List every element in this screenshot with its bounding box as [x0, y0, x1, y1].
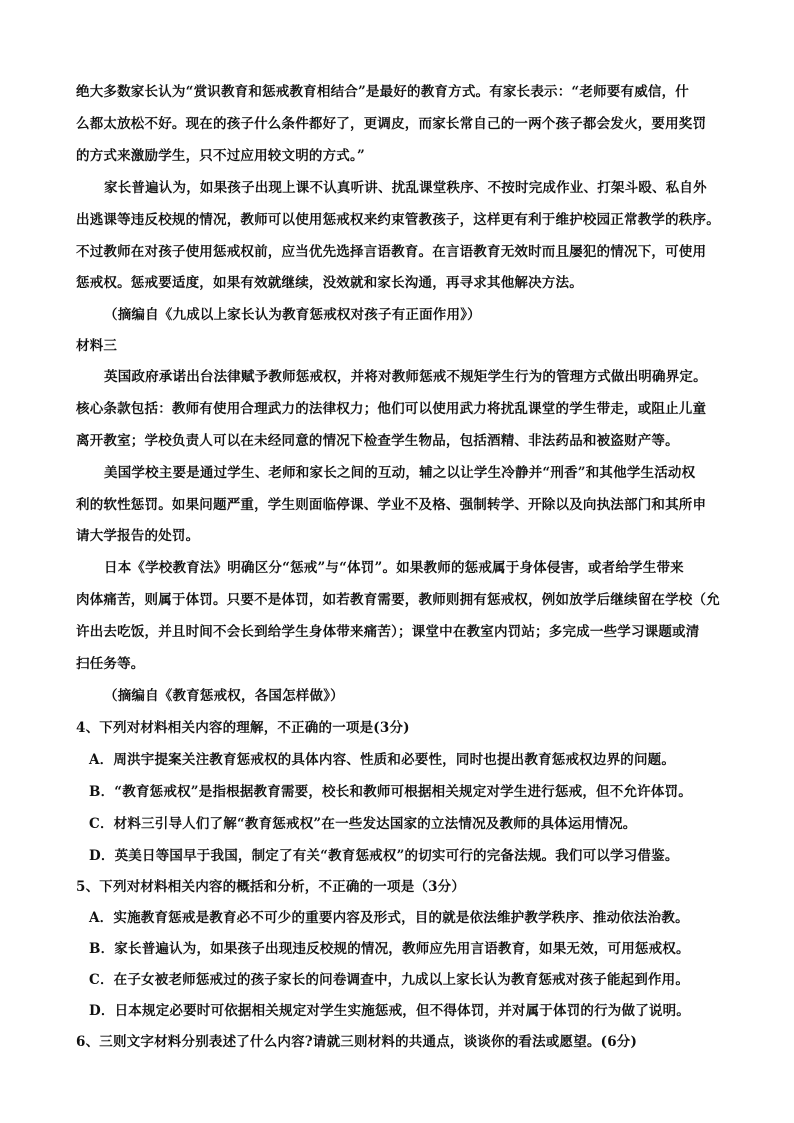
answer-option: B．“教育惩戒权”是指根据教育需要，校长和教师可根据相关规定对学生进行惩戒，但不允许体罚。 [89, 784, 692, 800]
paragraph-line: 的方式来激励学生，只不过应用较文明的方式。” [76, 148, 365, 164]
question-stem: 5、下列对材料相关内容的概括和分析，不正确的一项是（3分） [76, 879, 466, 895]
paragraph-line: 美国学校主要是通过学生、老师和家长之间的互动，辅之以让学生冷静并“刑香”和其他学生活动权 [104, 465, 696, 481]
answer-option: D．日本规定必要时可依据相关规定对学生实施惩戒，但不得体罚，并对属于体罚的行为做了说明。 [89, 1003, 691, 1019]
paragraph-line: 核心条款包括：教师有使用合理武力的法律权力；他们可以使用武力将扰乱课堂的学生带走，或阻止儿童 [76, 401, 707, 417]
paragraph-line: 请大学报告的处罚。 [76, 528, 200, 544]
paragraph-line: 扫任务等。 [76, 656, 145, 672]
answer-option: A．周洪宇提案关注教育惩戒权的具体内容、性质和必要性，同时也提出教育惩戒权边界的问题。 [89, 752, 676, 768]
question-stem: 6、三则文字材料分别表述了什么内容?请就三则材料的共通点，谈谈你的看法或愿望。(6分) [76, 1034, 638, 1050]
answer-option: B．家长普遍认为，如果孩子出现违反校规的情况，教师应先用言语教育，如果无效，可用惩戒权。 [89, 941, 690, 957]
paragraph-line: 么都太放松不好。现在的孩子什么条件都好了，更调皮，而家长常自己的一两个孩子都会发火，要用奖罚 [76, 116, 707, 132]
paragraph-line: 日本《学校教育法》明确区分“惩戒”与“体罚”。如果教师的惩戒属于身体侵害，或者给学生带来 [104, 560, 684, 576]
paragraph-line: 家长普遍认为，如果孩子出现上课不认真听讲、扰乱课堂秩序、不按时完成作业、打架斗殴、私自外 [104, 180, 707, 196]
paragraph-line: 许出去吃饭，并且时间不会长到给学生身体带来痛苦）；课堂中在教室内罚站；多完成一些学习课题或清 [76, 624, 700, 640]
answer-option: A．实施教育惩戒是教育必不可少的重要内容及形式，目的就是依法维护教学秩序、推动依法治教。 [89, 910, 689, 926]
answer-option: C．在子女被老师惩戒过的孩子家长的问卷调查中，九成以上家长认为教育惩戒对孩子能起到作用。 [89, 972, 690, 988]
answer-option: C．材料三引导人们了解“教育惩戒权”在一些发达国家的立法情况及教师的具体运用情况。 [89, 816, 637, 832]
question-stem: 4、下列对材料相关内容的理解，不正确的一项是(3分) [76, 720, 410, 736]
paragraph-line: 绝大多数家长认为“赏识教育和惩戒教育相结合”是最好的教育方式。有家长表示：“老师要有威信，什 [76, 84, 689, 100]
paragraph-line: 英国政府承诺出台法律赋予教师惩戒权，并将对教师惩戒不规矩学生行为的管理方式做出明确界定。 [104, 369, 707, 385]
paragraph-line: 肉体痛苦，则属于体罚。只要不是体罚，如若教育需要，教师则拥有惩戒权，例如放学后继续留在学校（允 [76, 592, 720, 608]
source-citation: （摘编自《九成以上家长认为教育惩戒权对孩子有正面作用》） [104, 307, 481, 323]
answer-option: D．英美日等国早于我国，制定了有关“教育惩戒权”的切实可行的完备法规。我们可以学习借鉴。 [89, 848, 679, 864]
paragraph-line: 利的软性惩罚。如果问题严重，学生则面临停课、学业不及格、强制转学、开除以及向执法部门和其所申 [76, 497, 707, 513]
paragraph-line: 不过教师在对孩子使用惩戒权前，应当优先选择言语教育。在言语教育无效时而且屡犯的情况下，可使用 [76, 244, 707, 260]
paragraph-line: 出逃课等违反校规的情况，教师可以使用惩戒权来约束管教孩子，这样更有利于维护校园正常教学的秩序。 [76, 212, 720, 228]
source-citation: （摘编自《教育惩戒权，各国怎样做》） [104, 688, 344, 704]
paragraph-line: 离开教室；学校负责人可以在未经同意的情况下检查学生物品，包括酒精、非法药品和被盗财产等。 [76, 433, 679, 449]
paragraph-line: 惩戒权。惩戒要适度，如果有效就继续，没效就和家长沟通，再寻求其他解决方法。 [76, 275, 583, 291]
section-heading: 材料三 [76, 338, 118, 354]
